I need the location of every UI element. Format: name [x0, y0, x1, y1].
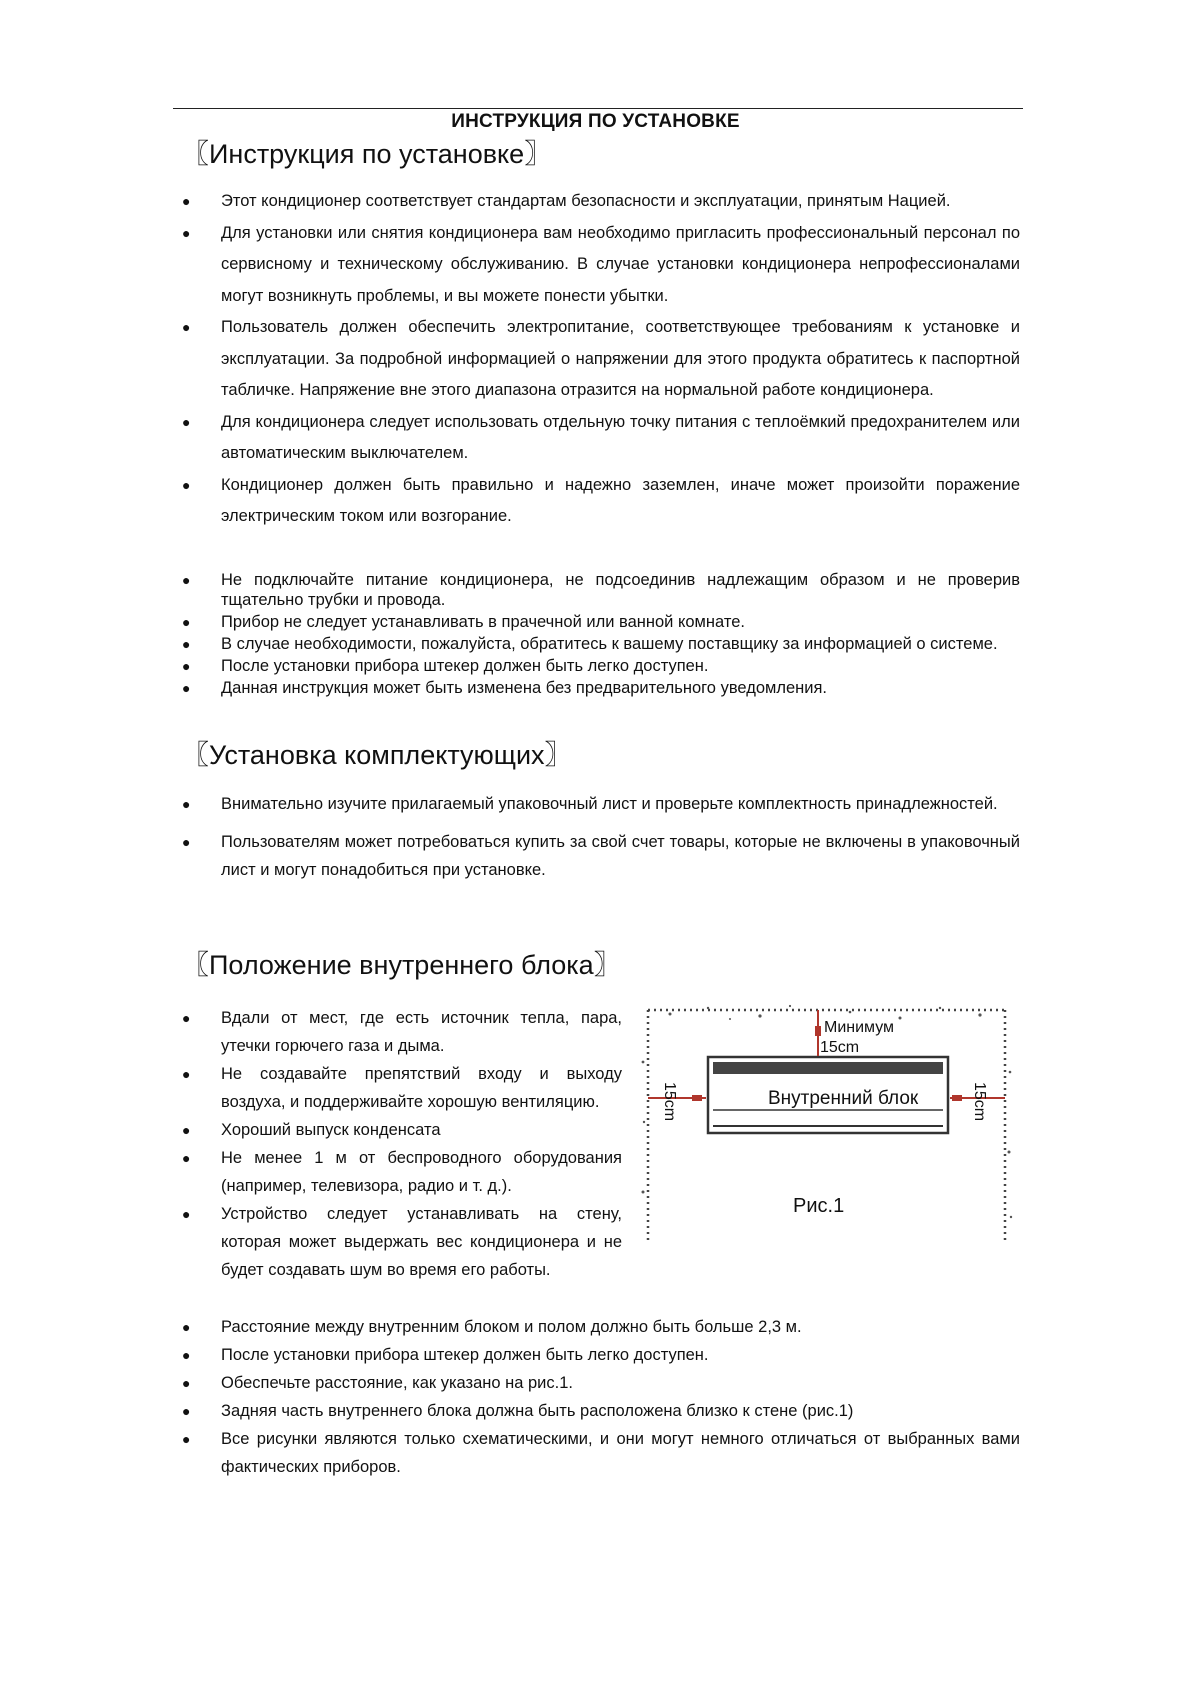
- install-list-compact: [182, 570, 1020, 700]
- list-item: ● Для установки или снятия кондиционера вам необходимо пригласить профессиональный персонал по сервисному и техническому обслуживанию. В случае установки кондиционера непрофессионалами могут возникнуть проблемы, и вы можете понести убытки.: [182, 218, 1020, 313]
- header-rule: [173, 108, 1023, 109]
- bullet-icon: ●: [182, 1347, 191, 1363]
- bullet-icon: ●: [182, 1375, 191, 1391]
- bullet-icon: ●: [182, 1066, 191, 1082]
- bullet-icon: ●: [182, 658, 191, 674]
- list-item: ● Не подключайте питание кондиционера, не подсоединив надлежащим образом и не проверив тщательно трубки и провода.: [182, 571, 1020, 609]
- bullet-icon: ●: [182, 1206, 191, 1222]
- bullet-icon: ●: [182, 796, 191, 812]
- list-item: ● Внимательно изучите прилагаемый упаковочный лист и проверьте комплектность принадлежностей.: [182, 790, 1020, 819]
- figure-unit-label: Внутренний блок: [768, 1088, 919, 1109]
- bullet-icon: ●: [182, 614, 191, 630]
- list-item: ● Вдали от мест, где есть источник тепла, пара, утечки горючего газа и дыма.: [182, 1004, 622, 1060]
- bullet-icon: ●: [182, 193, 191, 209]
- list-item: ● Пользователь должен обеспечить электропитание, соответствующее требованиям к установке и эксплуатации. За подробной информацией о напряжении для этого продукта обратитесь к паспортной табличке. Напряжение вне этого диапазона отразится на нормальной работе кондиционера.: [182, 312, 1020, 407]
- bullet-icon: ●: [182, 636, 191, 652]
- list-item: ● Не менее 1 м от беспроводного оборудования (например, телевизора, радио и т. д.).: [182, 1144, 622, 1200]
- bullet-icon: ●: [182, 476, 191, 493]
- figure-right-gap: 15cm: [971, 1082, 988, 1122]
- list-item: ● Хороший выпуск конденсата: [182, 1116, 622, 1144]
- installation-figure: [640, 1002, 1013, 1242]
- install-list: [182, 186, 1020, 533]
- bullet-icon: ●: [182, 833, 191, 850]
- bullet-icon: ●: [182, 572, 191, 588]
- bullet-icon: ●: [182, 224, 191, 241]
- list-item: ● Задняя часть внутреннего блока должна быть расположена близко к стене (рис.1): [182, 1397, 1020, 1425]
- section-title-install: 〖Инструкция по установке〗: [182, 139, 552, 169]
- figure-caption: Рис.1: [793, 1195, 845, 1217]
- list-item: ● Данная инструкция может быть изменена без предварительного уведомления.: [182, 679, 828, 697]
- page-title: ИНСТРУКЦИЯ ПО УСТАНОВКЕ: [451, 111, 740, 132]
- indoor-unit-top-stripe: [713, 1062, 943, 1074]
- list-item: ● Пользователям может потребоваться купить за свой счет товары, которые не включены в упаковочный лист и могут понадобиться при установке.: [182, 828, 1020, 885]
- list-item: ● Кондиционер должен быть правильно и надежно заземлен, иначе может произойти поражение электрическим током или возгорание.: [182, 470, 1020, 533]
- list-item: ● Для кондиционера следует использовать отдельную точку питания с теплоёмкий предохранителем или автоматическим выключателем.: [182, 407, 1020, 470]
- list-item: ● Прибор не следует устанавливать в прачечной или ванной комнате.: [182, 613, 745, 631]
- bullet-icon: ●: [182, 1010, 191, 1026]
- figure-top-gap: 15cm: [820, 1039, 860, 1056]
- list-item: ● Все рисунки являются только схематическими, и они могут немного отличаться от выбранных вами фактических приборов.: [182, 1425, 1020, 1481]
- bullet-icon: ●: [182, 1150, 191, 1166]
- bullet-icon: ●: [182, 1122, 191, 1138]
- list-item: ● Этот кондиционер соответствует стандартам безопасности и эксплуатации, принятым Нацией.: [182, 186, 1020, 218]
- bullet-icon: ●: [182, 680, 191, 696]
- figure-left-gap: 15cm: [661, 1082, 678, 1122]
- section-title-accessories: 〖Установка комплектующих〗: [182, 740, 572, 770]
- section-title-indoor: 〖Положение внутреннего блока〗: [182, 950, 621, 980]
- bullet-icon: ●: [182, 1431, 191, 1447]
- list-item: ● После установки прибора штекер должен быть легко доступен.: [182, 657, 709, 675]
- bullet-icon: ●: [182, 413, 191, 430]
- accessories-list: [182, 790, 1020, 894]
- list-item: ● После установки прибора штекер должен быть легко доступен.: [182, 1341, 1020, 1369]
- indoor-list-wide: [182, 1313, 1020, 1481]
- indoor-list-narrow: [182, 1004, 622, 1284]
- list-item: ● Расстояние между внутренним блоком и полом должно быть больше 2,3 м.: [182, 1313, 1020, 1341]
- list-item: ● В случае необходимости, пожалуйста, обратитесь к вашему поставщику за информацией о системе.: [182, 635, 998, 653]
- list-item: ● Обеспечьте расстояние, как указано на рис.1.: [182, 1369, 1020, 1397]
- figure-min-label: Минимум: [824, 1019, 895, 1036]
- bullet-icon: ●: [182, 1319, 191, 1335]
- list-item: ● Устройство следует устанавливать на стену, которая может выдержать вес кондиционера и не будет создавать шум во время его работы.: [182, 1200, 622, 1284]
- bullet-icon: ●: [182, 1403, 191, 1419]
- bullet-icon: ●: [182, 319, 191, 335]
- list-item: ● Не создавайте препятствий входу и выходу воздуха, и поддерживайте хорошую вентиляцию.: [182, 1060, 622, 1116]
